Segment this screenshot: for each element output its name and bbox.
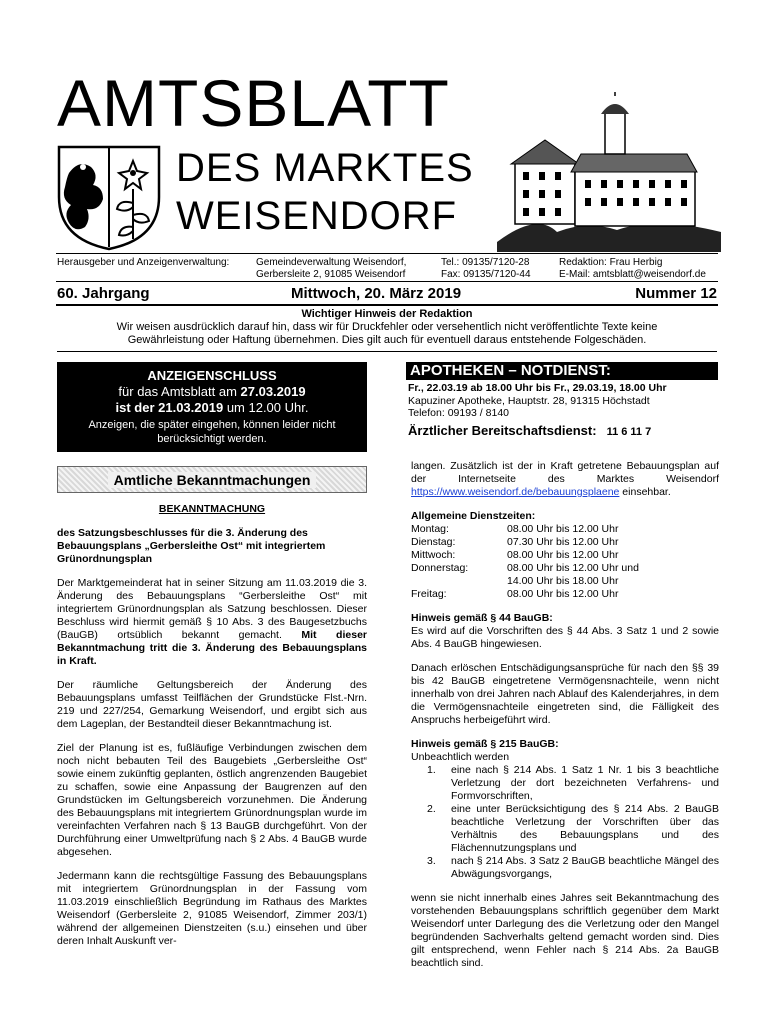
hours-row xyxy=(411,523,639,536)
masthead-rule xyxy=(56,253,718,254)
list-item-text: nach § 214 Abs. 3 Satz 2 BauGB beachtliche Mängel des Abwägungsvorgangs, xyxy=(451,855,719,880)
office-hours-table xyxy=(411,523,639,601)
ad-deadline-box xyxy=(57,362,367,452)
hours-time: 14.00 Uhr bis 18.00 Uhr xyxy=(507,575,619,587)
h215-title: Hinweis gemäß § 215 BauGB: xyxy=(411,738,559,750)
hours-row xyxy=(411,588,639,601)
hours-time: 07.30 Uhr bis 12.00 Uhr xyxy=(507,536,619,548)
ad-deadline-note: Anzeigen, die später eingehen, können leider nicht berücksichtigt werden. xyxy=(88,419,336,445)
list-item-text: eine nach § 214 Abs. 1 Satz 1 Nr. 1 bis 3 beachtliche Verletzung der dort bezeichneten Verfahrens- und Formvorschriften, xyxy=(451,764,719,802)
ad-deadline-title: ANZEIGENSCHLUSS xyxy=(147,368,277,383)
masthead-line-2: WEISENDORF xyxy=(176,194,458,238)
contact-info: Tel.: 09135/7120-28 Fax: 09135/7120-44 xyxy=(441,257,531,280)
issue-volume: 60. Jahrgang xyxy=(57,285,150,302)
address-info: Gemeindeverwaltung Weisendorf, Gerbersleite 2, 91085 Weisendorf xyxy=(256,257,407,280)
paragraph: Ziel der Planung ist es, fußläufige Verbindungen zwischen dem noch nicht bebauten Teil des Baugebiets „Gerbersleithe Ost“ sowie einem zukünftig geplanten, östlich angrenzenden Baugebiet zu schaffen, sowie eine Anpassung der Baugrenzen auf den Grundstücken im Geltungsbereich vorzunehmen. Die Änderung des Bebauungsplans mit integriertem Grünordnungsplan wurde im vereinfachten Verfahren nach § 13 BauGB durchgeführt. Von der Durchführung einer Umweltprüfung nach § 2 Abs. 4 BauGB wurde abgesehen. xyxy=(57,742,367,858)
ad-deadline-line-3: ist der 21.03.2019 um 12.00 Uhr. xyxy=(115,400,309,415)
ad-deadline-line-2: für das Amtsblatt am 27.03.2019 xyxy=(118,384,306,399)
hours-day xyxy=(411,575,507,588)
hours-day: Donnerstag: xyxy=(411,562,469,574)
list-item-number: 1. xyxy=(427,764,436,776)
hours-time: 08.00 Uhr bis 12.00 Uhr und xyxy=(507,562,639,574)
masthead-line-1: DES MARKTES xyxy=(176,146,474,190)
paragraph: Der räumliche Geltungsbereich der Änderung des Bebauungsplans umfasst Teilflächen der Grundstücke Flst.-Nrn. 219 und 227/254, Gemarkung Weisendorf, und ergibt sich aus dem Lageplan, der Bestandteil dieser Bekanntmachung ist. xyxy=(57,679,367,730)
list-item-text: eine unter Berücksichtigung des § 214 Abs. 2 BauGB beachtliche Verletzung der Vorschriften über das Verhältnis des Bebauungsplans und des Flächennutzungsplans und xyxy=(451,803,719,854)
hours-row xyxy=(411,536,639,549)
paragraph: wenn sie nicht innerhalb eines Jahres seit Bekanntmachung des vorstehenden Bebauungsplans schriftlich gegenüber dem Markt Weisendorf unter Darlegung des die Verletzung oder den Mangel begründenden Sachverhalts geltend gemacht worden sind. Dies gilt entsprechend, wenn Fehler nach § 214 Abs. 2a BauGB beachtlich sind. xyxy=(411,892,719,969)
hours-time: 08.00 Uhr bis 12.00 Uhr xyxy=(507,588,619,600)
pharmacy-info: Fr., 22.03.19 ab 18.00 Uhr bis Fr., 29.03.19, 18.00 Uhr Kapuziner Apotheke, Hauptstr. 28, 91315 Höchstadt Telefon: 09193 / 8140 Ärztlicher Bereitschaftsdienst: 11 6 11 7 xyxy=(408,382,718,441)
issue-date: Mittwoch, 20. März 2019 xyxy=(291,285,462,302)
paragraph: Der Marktgemeinderat hat in seiner Sitzung am 11.03.2019 die 3. Änderung des Bebauungsplans “Gerbersleithe Ost“ mit integriertem Grünordnungsplan als Satzung beschlossen. Dieser Beschluss wird hiermit gemäß § 10 Abs. 3 des Baugesetzbuchs (BauGB) ortsüblich bekannt gemacht. Mit dieser Bekanntmachung tritt die 3. Änderung des Bebauungsplans in Kraft. xyxy=(57,577,367,667)
publisher-info: Herausgeber und Anzeigenverwaltung: xyxy=(57,257,230,268)
paragraph: Jedermann kann die rechtsgültige Fassung des Bebauungsplans mit integriertem Grünordnungsplan in der Fassung vom 11.03.2019 einschließlich Begründung im Rathaus des Marktes Weisendorf (Gerbersleite 2, 91085 Weisendorf, Zimmer 203/1) während der allgemeinen Dienstzeiten (s.u.) einsehen und über deren Inhalt Auskunft ver- xyxy=(57,870,367,947)
announcement-heading: BEKANNTMACHUNG xyxy=(158,503,266,515)
hours-day: Freitag: xyxy=(411,588,447,600)
announcement-subject: des Satzungsbeschlusses für die 3. Änderung des Bebauungsplans „Gerbersleithe Ost“ mit integriertem Grünordnungsplan xyxy=(57,527,326,565)
list-item xyxy=(411,764,719,803)
hours-row xyxy=(411,575,639,588)
h215-list xyxy=(411,764,719,881)
list-item xyxy=(411,803,719,855)
paragraph: langen. Zusätzlich ist der in Kraft getretene Bebauungsplan auf der Internetseite des Marktes Weisendorf https://www.weisendorf.de/bebauungsplaene einsehbar. xyxy=(411,460,719,498)
bebauungsplaene-link[interactable]: https://www.weisendorf.de/bebauungsplaene xyxy=(411,486,620,498)
list-item-number: 3. xyxy=(427,855,436,867)
h215-subtitle: Unbeachtlich werden xyxy=(411,751,510,763)
list-item xyxy=(411,855,719,881)
info-rule xyxy=(56,281,718,282)
paragraph: Es wird auf die Vorschriften des § 44 Abs. 3 Satz 1 und 2 sowie Abs. 4 BauGB hingewiesen. xyxy=(411,625,719,650)
h44-title: Hinweis gemäß § 44 BauGB: xyxy=(411,612,553,624)
coat-of-arms-icon xyxy=(55,143,163,251)
section-header: Amtliche Bekanntmachungen xyxy=(57,466,367,493)
hours-row xyxy=(411,562,639,575)
paragraph: Danach erlöschen Entschädigungsansprüche für nach den §§ 39 bis 42 BauGB eingetretene Vermögensnachteile, wenn nicht innerhalb von drei Jahren nach Ablauf des Kalenderjahres, in dem die Vermögensnachteile eingetreten sind, die Fälligkeit des Anspruchs herbeigeführt wird. xyxy=(411,662,719,726)
editor-info: Redaktion: Frau Herbig E-Mail: amtsblatt@weisendorf.de xyxy=(559,257,706,280)
list-item-number: 2. xyxy=(427,803,436,815)
hours-title: Allgemeine Dienstzeiten: xyxy=(411,510,536,522)
hours-time: 08.00 Uhr bis 12.00 Uhr xyxy=(507,523,619,535)
hours-row xyxy=(411,549,639,562)
left-column xyxy=(57,503,367,959)
pharmacy-title: APOTHEKEN – NOTDIENST: xyxy=(406,362,718,380)
hours-time: 08.00 Uhr bis 12.00 Uhr xyxy=(507,549,619,561)
hours-day: Dienstag: xyxy=(411,536,456,548)
issue-number: Nummer 12 xyxy=(635,285,717,302)
palace-illustration-icon xyxy=(497,92,721,252)
editorial-notice: Wichtiger Hinweis der Redaktion Wir weisen ausdrücklich darauf hin, dass wir für Druckfehler oder versehentlich nicht veröffentlichte Texte keine Gewährleistung oder Haftung übernehmen. Dies gilt auch für eventuell daraus entstehende Folgeschäden. xyxy=(57,308,717,352)
issue-rule xyxy=(56,304,718,306)
masthead-title: AMTSBLATT xyxy=(57,66,450,140)
hours-day: Montag: xyxy=(411,523,449,535)
doctor-on-call: Ärztlicher Bereitschaftsdienst: 11 6 11 7 xyxy=(408,422,652,438)
hours-day: Mittwoch: xyxy=(411,549,456,561)
right-column xyxy=(411,460,719,981)
